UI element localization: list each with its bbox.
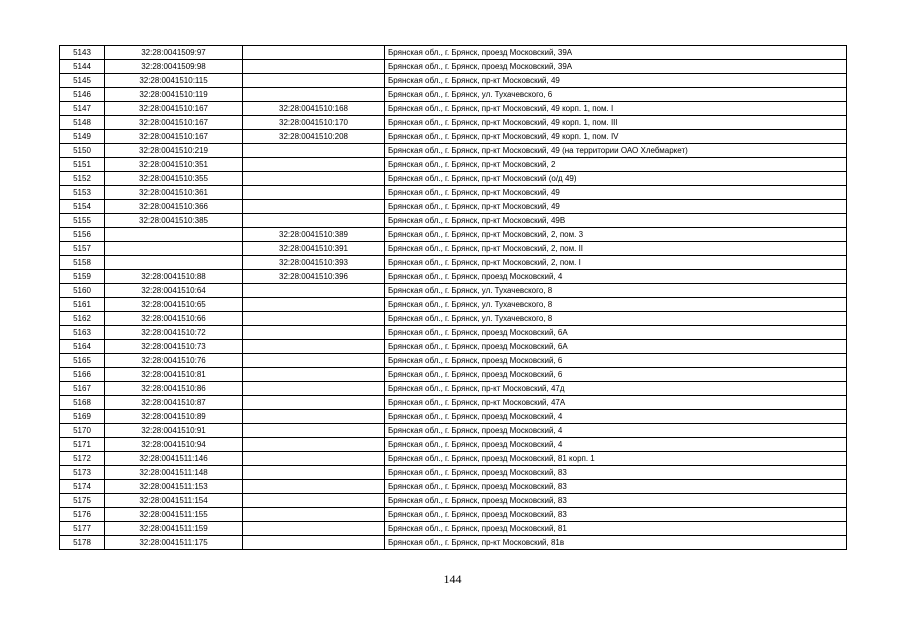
table-row xyxy=(60,452,847,466)
address-cell: Брянская обл., г. Брянск, пр-кт Московский, 49 xyxy=(385,74,847,88)
row-number-cell: 5149 xyxy=(60,130,105,144)
table-row xyxy=(60,298,847,312)
table-row xyxy=(60,368,847,382)
row-number-cell: 5150 xyxy=(60,144,105,158)
table-row xyxy=(60,172,847,186)
cadastral-number-cell: 32:28:0041510:94 xyxy=(105,438,243,452)
cadastral-number-cell: 32:28:0041511:159 xyxy=(105,522,243,536)
row-number-cell: 5152 xyxy=(60,172,105,186)
address-cell: Брянская обл., г. Брянск, пр-кт Московский, 2, пом. I xyxy=(385,256,847,270)
premises-cadastral-number-cell xyxy=(243,284,385,298)
cadastral-number-cell: 32:28:0041510:88 xyxy=(105,270,243,284)
address-cell: Брянская обл., г. Брянск, проезд Московский, 6А xyxy=(385,340,847,354)
cadastral-number-cell: 32:28:0041510:65 xyxy=(105,298,243,312)
premises-cadastral-number-cell: 32:28:0041510:170 xyxy=(243,116,385,130)
premises-cadastral-number-cell: 32:28:0041510:396 xyxy=(243,270,385,284)
table-row xyxy=(60,354,847,368)
address-cell: Брянская обл., г. Брянск, проезд Московский, 81 xyxy=(385,522,847,536)
address-cell: Брянская обл., г. Брянск, проезд Московский, 83 xyxy=(385,494,847,508)
row-number-cell: 5168 xyxy=(60,396,105,410)
row-number-cell: 5170 xyxy=(60,424,105,438)
cadastral-number-cell: 32:28:0041509:98 xyxy=(105,60,243,74)
cadastral-number-cell xyxy=(105,228,243,242)
premises-cadastral-number-cell xyxy=(243,340,385,354)
table-row xyxy=(60,242,847,256)
address-cell: Брянская обл., г. Брянск, пр-кт Московский, 2 xyxy=(385,158,847,172)
cadastral-number-cell: 32:28:0041510:167 xyxy=(105,102,243,116)
row-number-cell: 5160 xyxy=(60,284,105,298)
cadastral-number-cell: 32:28:0041510:81 xyxy=(105,368,243,382)
cadastral-number-cell: 32:28:0041510:64 xyxy=(105,284,243,298)
address-cell: Брянская обл., г. Брянск, проезд Московский, 4 xyxy=(385,424,847,438)
premises-cadastral-number-cell xyxy=(243,354,385,368)
address-cell: Брянская обл., г. Брянск, ул. Тухачевского, 8 xyxy=(385,312,847,326)
address-cell: Брянская обл., г. Брянск, ул. Тухачевского, 6 xyxy=(385,88,847,102)
table-row xyxy=(60,88,847,102)
row-number-cell: 5177 xyxy=(60,522,105,536)
table-row xyxy=(60,228,847,242)
address-cell: Брянская обл., г. Брянск, проезд Московский, 83 xyxy=(385,480,847,494)
cadastral-number-cell: 32:28:0041510:119 xyxy=(105,88,243,102)
address-cell: Брянская обл., г. Брянск, проезд Московский, 83 xyxy=(385,466,847,480)
table-row xyxy=(60,340,847,354)
premises-cadastral-number-cell xyxy=(243,424,385,438)
row-number-cell: 5163 xyxy=(60,326,105,340)
row-number-cell: 5171 xyxy=(60,438,105,452)
premises-cadastral-number-cell xyxy=(243,438,385,452)
cadastral-number-cell: 32:28:0041511:153 xyxy=(105,480,243,494)
premises-cadastral-number-cell xyxy=(243,60,385,74)
cadastral-number-cell: 32:28:0041510:115 xyxy=(105,74,243,88)
table-row xyxy=(60,46,847,60)
row-number-cell: 5151 xyxy=(60,158,105,172)
row-number-cell: 5161 xyxy=(60,298,105,312)
premises-cadastral-number-cell xyxy=(243,368,385,382)
premises-cadastral-number-cell xyxy=(243,312,385,326)
cadastral-number-cell: 32:28:0041510:86 xyxy=(105,382,243,396)
table-row xyxy=(60,60,847,74)
row-number-cell: 5156 xyxy=(60,228,105,242)
table-row xyxy=(60,466,847,480)
premises-cadastral-number-cell xyxy=(243,326,385,340)
cadastral-number-cell: 32:28:0041510:89 xyxy=(105,410,243,424)
address-cell: Брянская обл., г. Брянск, ул. Тухачевского, 8 xyxy=(385,298,847,312)
cadastral-number-cell: 32:28:0041510:219 xyxy=(105,144,243,158)
premises-cadastral-number-cell xyxy=(243,298,385,312)
premises-cadastral-number-cell: 32:28:0041510:168 xyxy=(243,102,385,116)
row-number-cell: 5155 xyxy=(60,214,105,228)
table-row xyxy=(60,144,847,158)
table-row xyxy=(60,396,847,410)
row-number-cell: 5162 xyxy=(60,312,105,326)
cadastral-number-cell: 32:28:0041510:66 xyxy=(105,312,243,326)
premises-cadastral-number-cell xyxy=(243,382,385,396)
table-row xyxy=(60,200,847,214)
table-row xyxy=(60,536,847,550)
cadastral-number-cell: 32:28:0041510:72 xyxy=(105,326,243,340)
table-row xyxy=(60,130,847,144)
row-number-cell: 5143 xyxy=(60,46,105,60)
address-cell: Брянская обл., г. Брянск, проезд Московский, 6 xyxy=(385,368,847,382)
address-cell: Брянская обл., г. Брянск, пр-кт Московский, 49В xyxy=(385,214,847,228)
row-number-cell: 5173 xyxy=(60,466,105,480)
cadastral-number-cell: 32:28:0041510:351 xyxy=(105,158,243,172)
table-row xyxy=(60,326,847,340)
cadastral-number-cell: 32:28:0041510:91 xyxy=(105,424,243,438)
premises-cadastral-number-cell xyxy=(243,452,385,466)
address-cell: Брянская обл., г. Брянск, пр-кт Московский, 49 корп. 1, пом. I xyxy=(385,102,847,116)
address-cell: Брянская обл., г. Брянск, проезд Московский, 83 xyxy=(385,508,847,522)
row-number-cell: 5148 xyxy=(60,116,105,130)
table-row xyxy=(60,256,847,270)
cadastral-number-cell: 32:28:0041510:76 xyxy=(105,354,243,368)
row-number-cell: 5164 xyxy=(60,340,105,354)
row-number-cell: 5174 xyxy=(60,480,105,494)
table-row xyxy=(60,186,847,200)
cadastral-number-cell: 32:28:0041510:167 xyxy=(105,130,243,144)
address-cell: Брянская обл., г. Брянск, пр-кт Московский, 49 xyxy=(385,186,847,200)
address-cell: Брянская обл., г. Брянск, ул. Тухачевского, 8 xyxy=(385,284,847,298)
row-number-cell: 5165 xyxy=(60,354,105,368)
premises-cadastral-number-cell xyxy=(243,74,385,88)
page-number: 144 xyxy=(443,572,462,586)
table-row xyxy=(60,74,847,88)
address-cell: Брянская обл., г. Брянск, пр-кт Московский, 49 xyxy=(385,200,847,214)
cadastral-number-cell: 32:28:0041511:155 xyxy=(105,508,243,522)
premises-cadastral-number-cell xyxy=(243,466,385,480)
premises-cadastral-number-cell xyxy=(243,396,385,410)
table-row xyxy=(60,214,847,228)
cadastral-number-cell xyxy=(105,242,243,256)
row-number-cell: 5154 xyxy=(60,200,105,214)
premises-cadastral-number-cell xyxy=(243,536,385,550)
premises-cadastral-number-cell xyxy=(243,46,385,60)
table-row xyxy=(60,494,847,508)
cadastral-number-cell xyxy=(105,256,243,270)
premises-cadastral-number-cell: 32:28:0041510:208 xyxy=(243,130,385,144)
row-number-cell: 5147 xyxy=(60,102,105,116)
address-cell: Брянская обл., г. Брянск, пр-кт Московский, 49 корп. 1, пом. III xyxy=(385,116,847,130)
row-number-cell: 5157 xyxy=(60,242,105,256)
table-row xyxy=(60,410,847,424)
premises-cadastral-number-cell xyxy=(243,144,385,158)
premises-cadastral-number-cell xyxy=(243,186,385,200)
table-body xyxy=(60,46,847,550)
address-cell: Брянская обл., г. Брянск, пр-кт Московский, 2, пом. 3 xyxy=(385,228,847,242)
row-number-cell: 5166 xyxy=(60,368,105,382)
cadastral-number-cell: 32:28:0041511:148 xyxy=(105,466,243,480)
table-row xyxy=(60,312,847,326)
premises-cadastral-number-cell xyxy=(243,214,385,228)
address-cell: Брянская обл., г. Брянск, проезд Московский, 6 xyxy=(385,354,847,368)
row-number-cell: 5172 xyxy=(60,452,105,466)
premises-cadastral-number-cell xyxy=(243,494,385,508)
table-row xyxy=(60,522,847,536)
row-number-cell: 5145 xyxy=(60,74,105,88)
table-row xyxy=(60,284,847,298)
table-row xyxy=(60,424,847,438)
premises-cadastral-number-cell: 32:28:0041510:393 xyxy=(243,256,385,270)
address-cell: Брянская обл., г. Брянск, проезд Московский, 4 xyxy=(385,270,847,284)
table-row xyxy=(60,158,847,172)
address-cell: Брянская обл., г. Брянск, пр-кт Московский, 47А xyxy=(385,396,847,410)
cadastral-number-cell: 32:28:0041511:154 xyxy=(105,494,243,508)
row-number-cell: 5169 xyxy=(60,410,105,424)
property-register-table xyxy=(59,45,847,550)
premises-cadastral-number-cell xyxy=(243,200,385,214)
premises-cadastral-number-cell xyxy=(243,508,385,522)
address-cell: Брянская обл., г. Брянск, пр-кт Московский, 49 корп. 1, пом. IV xyxy=(385,130,847,144)
cadastral-number-cell: 32:28:0041510:366 xyxy=(105,200,243,214)
premises-cadastral-number-cell xyxy=(243,88,385,102)
address-cell: Брянская обл., г. Брянск, проезд Московский, 39А xyxy=(385,60,847,74)
row-number-cell: 5178 xyxy=(60,536,105,550)
address-cell: Брянская обл., г. Брянск, проезд Московский, 6А xyxy=(385,326,847,340)
cadastral-number-cell: 32:28:0041510:385 xyxy=(105,214,243,228)
table-row xyxy=(60,438,847,452)
cadastral-number-cell: 32:28:0041509:97 xyxy=(105,46,243,60)
table-row xyxy=(60,102,847,116)
address-cell: Брянская обл., г. Брянск, пр-кт Московский, 47д xyxy=(385,382,847,396)
table-row xyxy=(60,382,847,396)
row-number-cell: 5144 xyxy=(60,60,105,74)
row-number-cell: 5158 xyxy=(60,256,105,270)
table-row xyxy=(60,116,847,130)
premises-cadastral-number-cell xyxy=(243,480,385,494)
address-cell: Брянская обл., г. Брянск, пр-кт Московский, 2, пом. II xyxy=(385,242,847,256)
table-row xyxy=(60,508,847,522)
address-cell: Брянская обл., г. Брянск, пр-кт Московский, 81в xyxy=(385,536,847,550)
table-row xyxy=(60,480,847,494)
row-number-cell: 5176 xyxy=(60,508,105,522)
cadastral-number-cell: 32:28:0041510:73 xyxy=(105,340,243,354)
premises-cadastral-number-cell: 32:28:0041510:391 xyxy=(243,242,385,256)
address-cell: Брянская обл., г. Брянск, пр-кт Московский, 49 (на территории ОАО Хлебмаркет) xyxy=(385,144,847,158)
address-cell: Брянская обл., г. Брянск, пр-кт Московский (о/д 49) xyxy=(385,172,847,186)
address-cell: Брянская обл., г. Брянск, проезд Московский, 4 xyxy=(385,410,847,424)
row-number-cell: 5159 xyxy=(60,270,105,284)
row-number-cell: 5153 xyxy=(60,186,105,200)
premises-cadastral-number-cell xyxy=(243,410,385,424)
premises-cadastral-number-cell xyxy=(243,158,385,172)
premises-cadastral-number-cell xyxy=(243,522,385,536)
table-row xyxy=(60,270,847,284)
cadastral-number-cell: 32:28:0041510:87 xyxy=(105,396,243,410)
premises-cadastral-number-cell xyxy=(243,172,385,186)
address-cell: Брянская обл., г. Брянск, проезд Московский, 4 xyxy=(385,438,847,452)
cadastral-number-cell: 32:28:0041510:355 xyxy=(105,172,243,186)
cadastral-number-cell: 32:28:0041511:175 xyxy=(105,536,243,550)
address-cell: Брянская обл., г. Брянск, проезд Московский, 81 корп. 1 xyxy=(385,452,847,466)
row-number-cell: 5167 xyxy=(60,382,105,396)
cadastral-number-cell: 32:28:0041510:361 xyxy=(105,186,243,200)
row-number-cell: 5146 xyxy=(60,88,105,102)
cadastral-number-cell: 32:28:0041510:167 xyxy=(105,116,243,130)
row-number-cell: 5175 xyxy=(60,494,105,508)
address-cell: Брянская обл., г. Брянск, проезд Московский, 39А xyxy=(385,46,847,60)
premises-cadastral-number-cell: 32:28:0041510:389 xyxy=(243,228,385,242)
cadastral-number-cell: 32:28:0041511:146 xyxy=(105,452,243,466)
